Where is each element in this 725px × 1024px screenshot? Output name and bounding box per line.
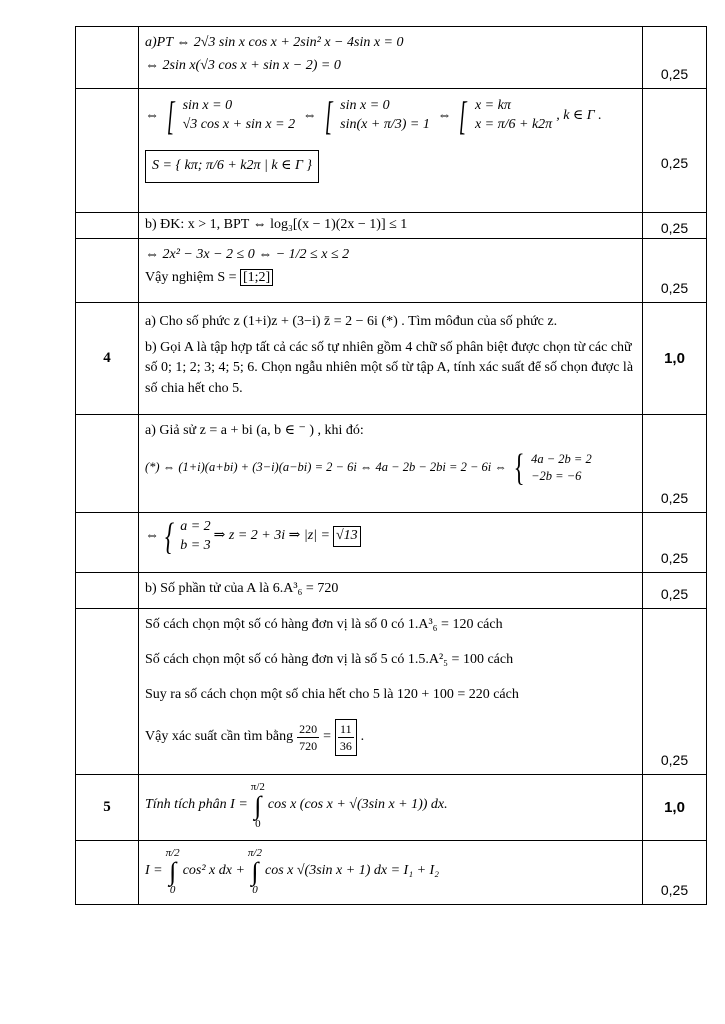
answer-box: √13 — [333, 526, 361, 547]
question-number — [76, 89, 139, 213]
equation-system: x = kπ x = π/6 + k2π — [474, 98, 553, 132]
step-content: ⇔ { a = 2 b = 3 ⇒ z = 2 + 3i ⇒ |z| = √13 — [139, 512, 643, 572]
table-row — [76, 414, 707, 512]
table-row — [76, 302, 707, 414]
step-content: a) Giả sử z = a + bi (a, b ∈ ⁻ ) , khi đó: (*) ⇔ (1+i)(a+bi) + (3−i)(a−bi) = 2 − 6i ⇔ 4a − 2b − 2bi = 2 − 6i ⇔ { 4a − 2b = 2 −2b = −6 — [139, 414, 643, 512]
score: 0,25 — [643, 89, 707, 213]
table-row — [76, 572, 707, 608]
table-row — [76, 840, 707, 904]
score: 0,25 — [643, 608, 707, 774]
question-number — [76, 572, 139, 608]
step-content — [139, 27, 643, 89]
score: 1,0 — [643, 302, 707, 414]
score: 0,25 — [643, 213, 707, 239]
question-number — [76, 840, 139, 904]
table-row — [76, 774, 707, 840]
equation-system: a = 2 b = 3 — [180, 519, 211, 553]
probability-result: Vậy xác suất cần tìm bằng $\frac{220}{720}$ = $\frac{11}{36}$ . — [145, 719, 636, 756]
condition-line: b) ĐK: x > 1, BPT ⇔ log₃[(x − 1)(2x − 1)] ≤ 1 — [145, 217, 408, 232]
table-row — [76, 512, 707, 572]
integral-sign: π/2 ∫ 0 — [250, 780, 265, 830]
step-content: ⇔ [ sin x = 0 √3 cos x + sin x = 2 ⇔ [ sin x = 0 sin(x + π/3) = 1 ⇔ [ x = kπ x = π/6 + k2π , k ∈ Γ . S = { kπ; π/6 + k2π | k ∈ Γ } — [139, 89, 643, 213]
score: 0,25 — [643, 840, 707, 904]
score: 0,25 — [643, 414, 707, 512]
equation-system: 4a − 2b = 2 −2b = −6 — [531, 451, 592, 483]
step-content: b) Số phần tử của A là 6.A³₆ = 720 — [139, 572, 643, 608]
equation-line: ⇔ 2x² − 3x − 2 ≤ 0 ⇔ − 1/2 ≤ x ≤ 2 — [145, 246, 350, 262]
question-number — [76, 27, 139, 89]
table-row — [76, 27, 707, 89]
table-row — [76, 238, 707, 302]
conclusion: Vậy nghiệm S = [1;2] — [145, 269, 636, 288]
step-content: I = π/2 ∫ 0 cos² x dx + π/2 ∫ 0 cos x √(3sin x + 1) dx = I₁ + I₂ — [139, 840, 643, 904]
step-content — [139, 238, 643, 302]
question-number — [76, 414, 139, 512]
integral-sign: π/2 ∫ 0 — [165, 846, 180, 896]
equation-system: sin x = 0 √3 cos x + sin x = 2 — [182, 98, 296, 132]
step-content — [139, 213, 643, 239]
question-number — [76, 238, 139, 302]
table-row — [76, 608, 707, 774]
step-content: Số cách chọn một số có hàng đơn vị là số 0 có 1.A³₆ = 120 cách Số cách chọn một số có hàng đơn vị là số 5 có 1.5.A²₅ = 100 cách Suy ra số cách chọn một số chia hết cho 5 là 120 + 100 = 220 cách Vậy xác suất cần tìm bằng $\frac{220}{720}$ = $\frac{11}{36}$ . — [139, 608, 643, 774]
score: 0,25 — [643, 27, 707, 89]
solution-set-box: S = { kπ; π/6 + k2π | k ∈ Γ } — [145, 150, 319, 183]
solution-table — [75, 26, 707, 905]
problem-statement: Tính tích phân I = π/2 ∫ 0 cos x (cos x + √(3sin x + 1)) dx. — [139, 774, 643, 840]
equation-system: sin x = 0 sin(x + π/3) = 1 — [340, 98, 430, 132]
score: 0,25 — [643, 572, 707, 608]
problem-statement: a) Cho số phức z (1+i)z + (3−i) z̄ = 2 − 6i (*) . Tìm môđun của số phức z. b) Gọi A là tập hợp tất cả các số tự nhiên gồm 4 chữ số phân biệt được chọn từ các chữ số 0; 1; 2; 3; 4; 5; 6. Chọn ngẫu nhiên một số từ tập A, tính xác suất để số chọn được là số chia hết cho 5. — [139, 302, 643, 414]
score: 0,25 — [643, 512, 707, 572]
equation-line: a)PT ⇔ 2√3 sin x cos x + 2sin² x − 4sin x = 0 — [145, 35, 404, 50]
score: 0,25 — [643, 238, 707, 302]
question-number: 5 — [76, 774, 139, 840]
question-number — [76, 608, 139, 774]
table-row — [76, 213, 707, 239]
question-number — [76, 213, 139, 239]
equation-line: ⇔ 2sin x(√3 cos x + sin x − 2) = 0 — [145, 57, 341, 73]
question-number — [76, 512, 139, 572]
question-number: 4 — [76, 302, 139, 414]
table-row — [76, 89, 707, 213]
integral-sign: π/2 ∫ 0 — [247, 846, 262, 896]
score: 1,0 — [643, 774, 707, 840]
